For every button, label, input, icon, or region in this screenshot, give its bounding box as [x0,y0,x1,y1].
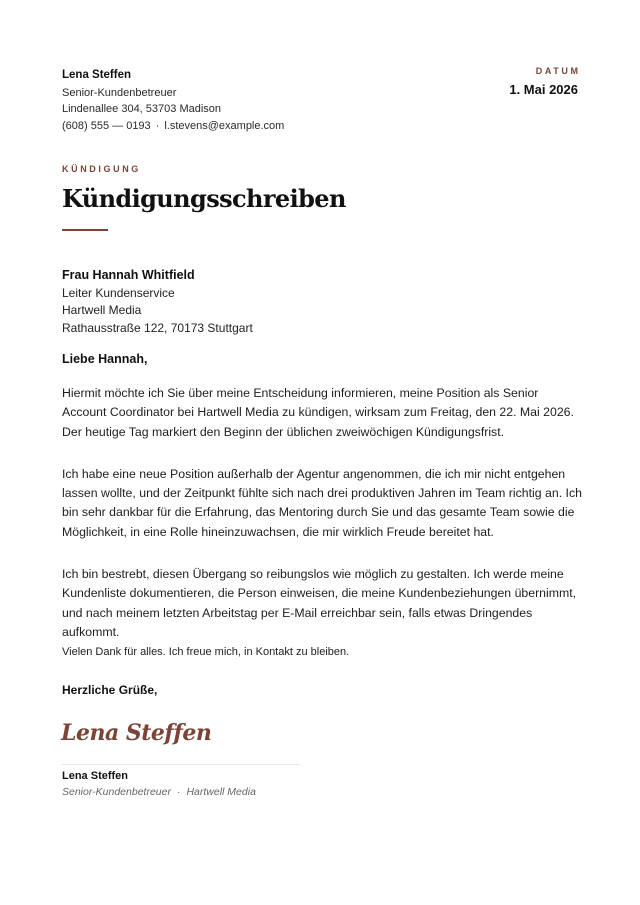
signature-divider [62,764,300,765]
document-eyebrow: KÜNDIGUNG [62,164,141,174]
contact-separator: · [155,119,160,132]
sender-address: Lindenallee 304, 53703 Madison [62,103,222,115]
sender-contact [62,118,284,135]
recipient-company: Hartwell Media [62,303,142,317]
date-label: DATUM [535,66,581,76]
recipient-role: Leiter Kundenservice [62,285,175,300]
thanks-line: Vielen Dank für alles. Ich freue mich, in Kontakt zu bleiben. [62,646,350,659]
date-value: 1. Mai 2026 [509,82,578,97]
date-block [509,66,581,97]
sender-title: Senior-Kundenbetreuer [62,86,177,99]
body-paragraph: Ich bin bestrebt, diesen Übergang so reibungslos wie möglich zu gestalten. Ich werde meine Kundenliste dokumentieren, die Person einweisen, die meine Kundenbeziehungen übernimmt, und nach meinem letzten Arbeitstag per E-Mail erreichbar sein, falls etwas Dringendes aufkommt. [62,567,577,639]
signature-role: Senior-Kundenbetreuer [62,786,171,798]
salutation: Liebe Hannah, [62,352,148,366]
sender-block [62,67,284,134]
sender-name: Lena Steffen [62,69,132,81]
sender-email: l.stevens@example.com [164,119,285,132]
letter-body [62,384,582,660]
body-paragraph: Hiermit möchte ich Sie über meine Entscheidung informieren, meine Position als Senior Account Coordinator bei Hartwell Media zu kündigen, wirksam zum Freitag, den 22. Mai 2026. Der heutige Tag markiert den Beginn der üblichen zweiwöchigen Kündigungsfrist. [62,386,574,439]
recipient-block [62,267,253,337]
signature-company: Hartwell Media [186,786,256,798]
signature-name: Lena Steffen [62,770,129,782]
document-title: Kündigungsschreiben [62,184,346,213]
handwritten-signature: Lena Steffen [61,720,212,746]
body-paragraph: Ich habe eine neue Position außerhalb der Agentur angenommen, die ich mir nicht entgehen lassen wollte, und der Zeitpunkt fühlte sich nach drei produktiven Jahren im Team richtig an. Ich bin sehr dankbar für die Erfahrung, das Mentoring durch Sie und das gesamte Team sowie die Möglichkeit, in eine Rolle hineinzuwachsen, die mir wirklich Freude bereitet hat. [62,466,582,539]
title-divider [62,229,108,231]
closing: Herzliche Grüße, [62,683,158,697]
signature-role-line [62,786,256,798]
recipient-address: Rathausstraße 122, 70173 Stuttgart [62,320,253,335]
recipient-name: Frau Hannah Whitfield [62,268,195,282]
sender-phone: (608) 555 — 0193 [62,119,151,132]
signature-separator: · [176,786,181,798]
